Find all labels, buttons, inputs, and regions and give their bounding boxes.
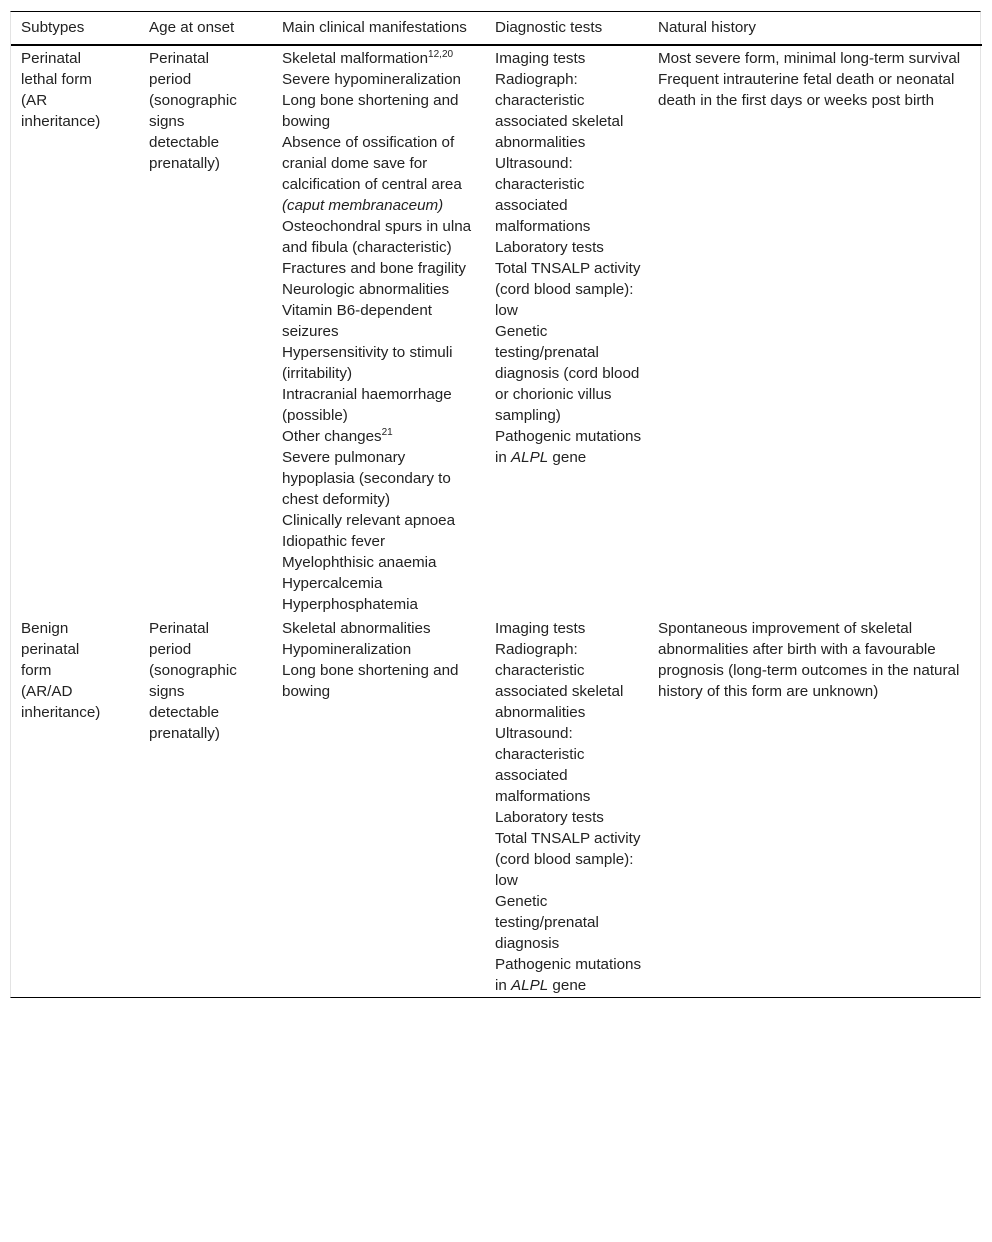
cell-subtype-line: inheritance): [21, 113, 101, 130]
item-text: Laboratory tests: [495, 239, 604, 256]
cell-diagnostic-tests-item: [495, 321, 642, 426]
item-text: Absence of ossification of cranial dome save for calcification of central area: [282, 134, 462, 193]
cell-diagnostic-tests: [485, 45, 648, 616]
cell-manifestations-item: [282, 279, 479, 300]
cell-manifestations-item: [282, 618, 479, 639]
cell-manifestations-item: [282, 447, 479, 510]
item-text: Ultrasound: characteristic associated malformations: [495, 155, 591, 235]
cell-subtype-line: Benign: [21, 620, 69, 637]
cell-diagnostic-tests-item: [495, 954, 642, 996]
table-body: [11, 45, 982, 997]
cell-diagnostic-tests-item: [495, 153, 642, 237]
item-text: Hyperphosphatemia: [282, 596, 418, 613]
cell-age-at-onset-line: prenatally): [149, 725, 220, 742]
cell-age-at-onset-line: detectable: [149, 704, 220, 721]
header-row: [11, 12, 982, 45]
item-text: Pathogenic mutations in: [495, 956, 642, 994]
cell-manifestations-item: [282, 384, 479, 426]
item-text: Idiopathic fever: [282, 533, 385, 550]
cell-manifestations-item: [282, 48, 479, 69]
cell-subtype-line: perinatal: [21, 641, 80, 658]
header-diagnostic-tests: Diagnostic tests: [485, 12, 648, 45]
header-subtypes: Subtypes: [11, 12, 139, 45]
cell-age-at-onset-line: signs: [149, 113, 185, 130]
reference-superscript: 21: [381, 427, 393, 438]
cell-manifestations-item: [282, 510, 479, 531]
item-text: Neurologic abnormalities: [282, 281, 450, 298]
cell-manifestations-item: [282, 132, 479, 216]
cell-natural-history-line: Spontaneous improvement of skeletal abnormalities after birth with a favourable prognosis (long-term outcomes in the natural history of this form are unknown): [658, 620, 960, 700]
cell-age-at-onset-line: signs: [149, 683, 185, 700]
cell-natural-history: [648, 45, 982, 616]
cell-manifestations-item: [282, 426, 479, 447]
item-text: Fractures and bone fragility: [282, 260, 467, 277]
item-text: Pathogenic mutations in: [495, 428, 642, 466]
item-text: Radiograph: characteristic associated skeletal abnormalities: [495, 641, 624, 721]
item-text: Long bone shortening and bowing: [282, 662, 459, 700]
cell-manifestations-item: [282, 552, 479, 573]
cell-natural-history: [648, 616, 982, 997]
cell-subtype-line: form: [21, 662, 52, 679]
item-text: Genetic testing/prenatal diagnosis: [495, 893, 599, 952]
item-text-suffix: gene: [548, 977, 587, 994]
cell-subtype-line: inheritance): [21, 704, 101, 721]
clinical-subtypes-table: [11, 12, 982, 997]
item-text: Ultrasound: characteristic associated malformations: [495, 725, 591, 805]
item-text: Radiograph: characteristic associated skeletal abnormalities: [495, 71, 624, 151]
item-text: Skeletal malformation: [282, 50, 429, 67]
cell-manifestations-item: [282, 660, 479, 702]
cell-manifestations-item: [282, 69, 479, 90]
item-text: Skeletal abnormalities: [282, 620, 431, 637]
cell-age-at-onset-line: period: [149, 641, 192, 658]
cell-age-at-onset-line: (sonographic: [149, 662, 237, 679]
item-italic-text: (caput membranaceum): [282, 197, 444, 214]
cell-age-at-onset: [139, 616, 272, 997]
item-text: Vitamin B6-dependent seizures: [282, 302, 433, 340]
cell-diagnostic-tests-item: [495, 426, 642, 468]
cell-diagnostic-tests-item: [495, 69, 642, 153]
item-text: Osteochondral spurs in ulna and fibula (characteristic): [282, 218, 472, 256]
item-text: Genetic testing/prenatal diagnosis (cord blood or chorionic villus sampling): [495, 323, 640, 424]
cell-manifestations-item: [282, 300, 479, 342]
cell-subtype: [11, 45, 139, 616]
item-italic-text: ALPL: [511, 449, 549, 466]
cell-age-at-onset-line: detectable: [149, 134, 220, 151]
cell-age-at-onset: [139, 45, 272, 616]
item-text: Hypersensitivity to stimuli (irritability): [282, 344, 453, 382]
item-text: Severe hypomineralization: [282, 71, 461, 88]
item-text: Long bone shortening and bowing: [282, 92, 459, 130]
item-text: Laboratory tests: [495, 809, 604, 826]
cell-subtype-line: Perinatal: [21, 50, 81, 67]
item-text: Intracranial haemorrhage (possible): [282, 386, 452, 424]
cell-age-at-onset-line: prenatally): [149, 155, 220, 172]
clinical-subtypes-table-container: [10, 11, 981, 998]
cell-diagnostic-tests-item: [495, 891, 642, 954]
cell-manifestations-item: [282, 342, 479, 384]
item-text: Clinically relevant apnoea: [282, 512, 456, 529]
cell-natural-history-line: Most severe form, minimal long-term survival: [658, 50, 961, 67]
cell-manifestations-item: [282, 258, 479, 279]
cell-manifestations-item: [282, 531, 479, 552]
cell-manifestations-item: [282, 573, 479, 594]
reference-superscript: 12,20: [428, 49, 454, 60]
table-header: [11, 12, 982, 45]
item-text: Severe pulmonary hypoplasia (secondary to chest deformity): [282, 449, 451, 508]
cell-diagnostic-tests-item: [495, 618, 642, 639]
item-text: Myelophthisic anaemia: [282, 554, 437, 571]
cell-manifestations-item: [282, 594, 479, 615]
cell-manifestations: [272, 616, 485, 997]
item-text: Total TNSALP activity (cord blood sample): low: [495, 830, 641, 889]
cell-manifestations: [272, 45, 485, 616]
cell-diagnostic-tests: [485, 616, 648, 997]
item-text: Other changes: [282, 428, 382, 445]
item-text-suffix: gene: [548, 449, 587, 466]
item-text: Total TNSALP activity (cord blood sample): low: [495, 260, 641, 319]
cell-subtype: [11, 616, 139, 997]
cell-subtype-line: (AR/AD: [21, 683, 73, 700]
cell-natural-history-line: Frequent intrauterine fetal death or neonatal death in the first days or weeks post birth: [658, 71, 955, 109]
cell-age-at-onset-line: Perinatal: [149, 50, 209, 67]
header-age-at-onset: Age at onset: [139, 12, 272, 45]
cell-age-at-onset-line: (sonographic: [149, 92, 237, 109]
item-text: Hypercalcemia: [282, 575, 383, 592]
item-text: Imaging tests: [495, 620, 586, 637]
cell-diagnostic-tests-item: [495, 828, 642, 891]
cell-diagnostic-tests-item: [495, 807, 642, 828]
header-natural-history: Natural history: [648, 12, 982, 45]
cell-subtype-line: (AR: [21, 92, 48, 109]
cell-age-at-onset-line: period: [149, 71, 192, 88]
cell-diagnostic-tests-item: [495, 237, 642, 258]
cell-diagnostic-tests-item: [495, 48, 642, 69]
item-text: Hypomineralization: [282, 641, 412, 658]
cell-manifestations-item: [282, 90, 479, 132]
cell-manifestations-item: [282, 639, 479, 660]
cell-diagnostic-tests-item: [495, 258, 642, 321]
cell-diagnostic-tests-item: [495, 639, 642, 723]
item-italic-text: ALPL: [511, 977, 549, 994]
header-main-clinical-manifestations: Main clinical manifestations: [272, 12, 485, 45]
cell-manifestations-item: [282, 216, 479, 258]
table-row: [11, 616, 982, 997]
item-text: Imaging tests: [495, 50, 586, 67]
table-row: [11, 45, 982, 616]
cell-subtype-line: lethal form: [21, 71, 92, 88]
cell-diagnostic-tests-item: [495, 723, 642, 807]
cell-age-at-onset-line: Perinatal: [149, 620, 209, 637]
